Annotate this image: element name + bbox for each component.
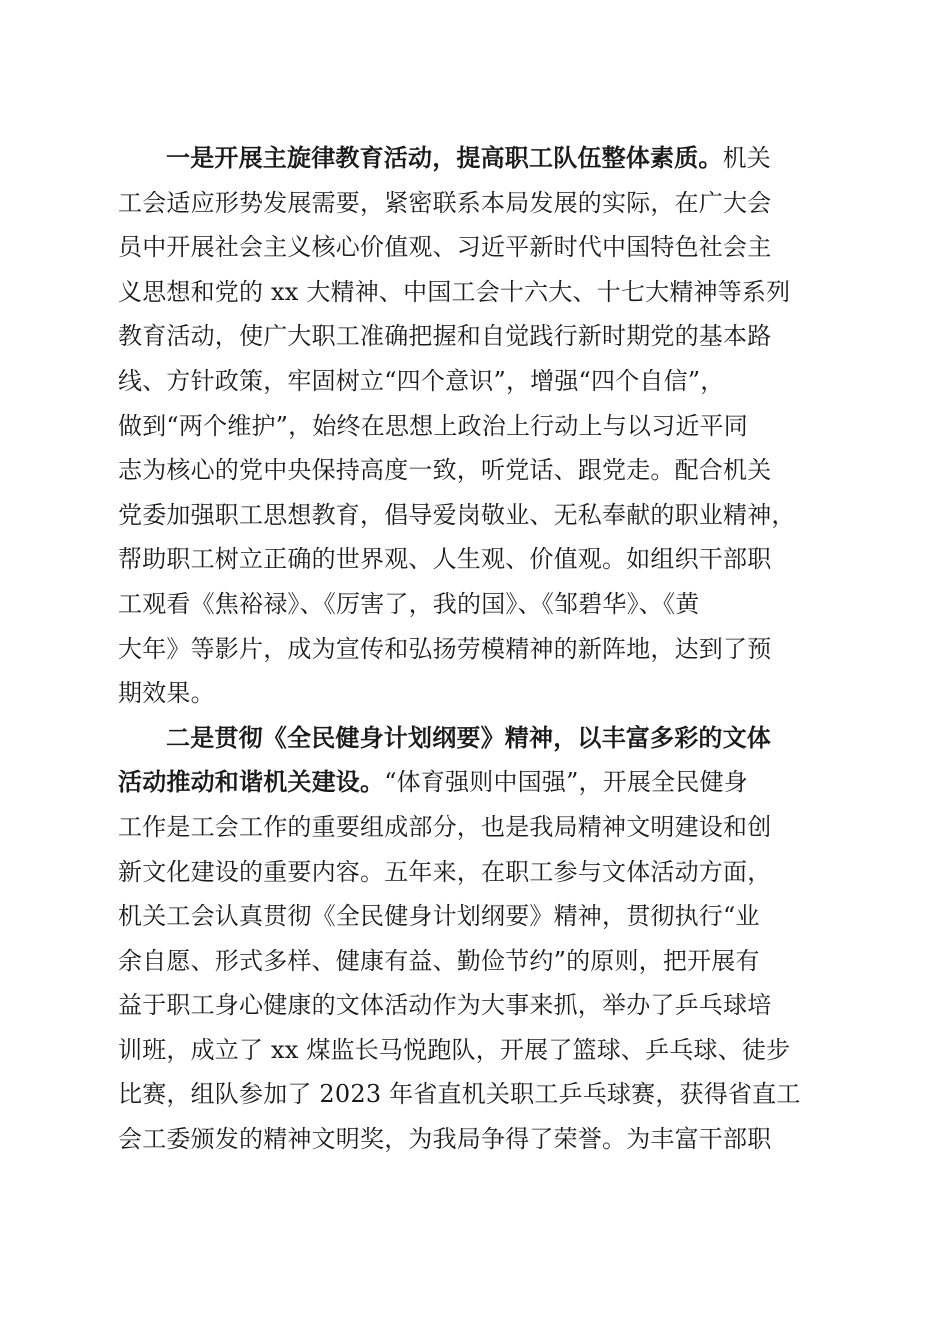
paragraph-1-text: 机关 [722,144,772,172]
paragraph-1-line-11: 工观看《焦裕禄》、《厉害了，我的国》、《邹碧华》、《黄 [118,589,700,618]
document-body [118,136,828,1162]
paragraph-2-line-5: 机关工会认真贯彻《全民健身计划纲要》精神，贯彻执行“业 [118,902,760,931]
paragraph-1-line-13: 期效果。 [118,679,215,708]
paragraph-1-line-8: 志为核心的党中央保持高度一致，听党话、跟党走。配合机关 [118,456,772,485]
paragraph-2-line-6: 余自愿、形式多样、健康有益、勤俭节约”的原则，把开展有 [118,946,760,975]
paragraph-1-line-3: 员中开展社会主义核心价值观、习近平新时代中国特色社会主 [118,233,772,262]
paragraph-1-line-2: 工会适应形势发展需要，紧密联系本局发展的实际，在广大会 [118,188,772,217]
paragraph-2-lead-line-1: 二是贯彻《全民健身计划纲要》精神，以丰富多彩的文体 [166,722,771,752]
paragraph-1-line-1 [118,136,828,181]
paragraph-1-line-9: 党委加强职工思想教育，倡导爱岗敬业、无私奉献的职业精神， [118,500,796,529]
paragraph-2-lead-line-2: 活动推动和谐机关建设。 [118,767,385,797]
paragraph-1-line-10: 帮助职工树立正确的世界观、人生观、价值观。如组织干部职 [118,545,772,574]
paragraph-2-text: “体育强则中国强”，开展全民健身 [384,768,748,797]
paragraph-2-line-3: 工作是工会工作的重要组成部分，也是我局精神文明建设和创 [118,812,772,841]
paragraph-2-line-7: 益于职工身心健康的文体活动作为大事来抓，举办了乒乓球培 [118,991,772,1020]
paragraph-2-line-4: 新文化建设的重要内容。五年来，在职工参与文体活动方面， [118,857,772,886]
paragraph-1-lead: 一是开展主旋律教育活动，提高职工队伍整体素质。 [166,143,723,172]
paragraph-1-line-7: 做到“两个维护”，始终在思想上政治上行动上与以习近平同 [118,411,748,440]
paragraph-1-line-5: 教育活动，使广大职工准确把握和自觉践行新时期党的基本路 [118,322,772,351]
paragraph-2-line-2 [118,760,828,805]
paragraph-2-line-10: 会工委颁发的精神文明奖，为我局争得了荣誉。为丰富干部职 [118,1125,772,1154]
paragraph-2-line-8: 训班，成立了 xx 煤监长马悦跑队，开展了篮球、乒乓球、徒步 [118,1035,791,1064]
paragraph-2-line-9: 比赛，组队参加了 2023 年省直机关职工乒乓球赛，获得省直工 [118,1080,801,1109]
paragraph-1-line-4: 义思想和党的 xx 大精神、中国工会十六大、十七大精神等系列 [118,277,791,306]
paragraph-1-line-6: 线、方针政策，牢固树立“四个意识”，增强“四个自信”， [118,366,725,395]
paragraph-1-line-12: 大年》等影片，成为宣传和弘扬劳模精神的新阵地，达到了预 [118,634,772,663]
